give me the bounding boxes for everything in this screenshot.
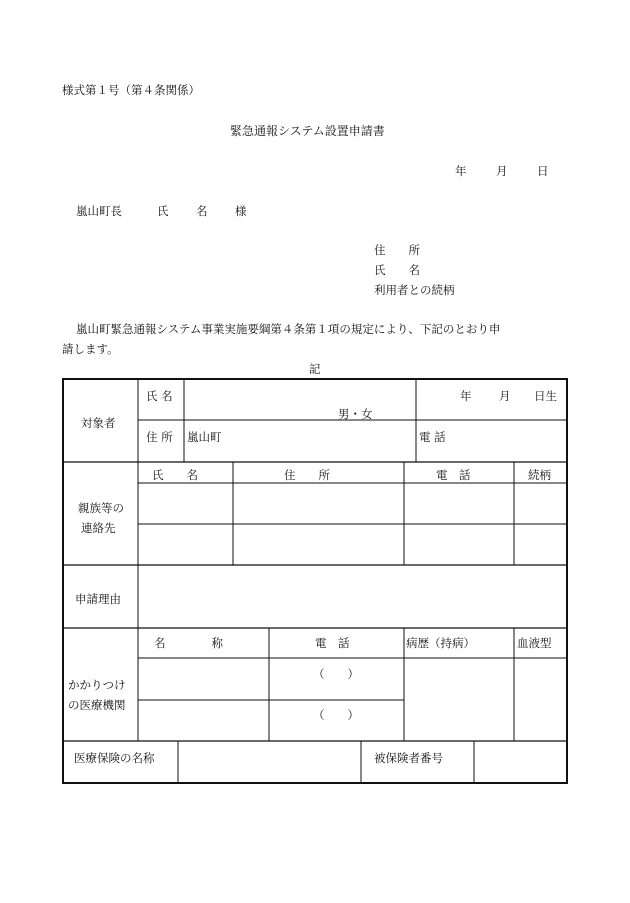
insurance-name-label: 医療保険の名称 [74, 751, 155, 765]
subject-label: 対象者 [81, 416, 116, 430]
record-mark: 記 [309, 362, 321, 376]
relatives-label-line1: 親族等の [78, 501, 124, 515]
relatives-col-address: 住 所 [284, 468, 330, 482]
form-number: 様式第１号（第４条関係） [62, 83, 200, 97]
statement-line1: 嵐山町緊急通報システム事業実施要綱第４条第１項の規定により、下記のとおり申 [76, 322, 501, 336]
subject-gender: 男・女 [338, 407, 373, 421]
applicant-name-label: 氏 名 [374, 263, 420, 277]
table-grid-lines [62, 378, 568, 784]
subject-name-label: 氏 名 [146, 389, 173, 403]
document-title: 緊急通報システム設置申請書 [230, 124, 385, 138]
date-month: 月 [496, 164, 508, 178]
applicant-relation-label: 利用者との続柄 [374, 283, 455, 297]
subject-birth-year: 年 [460, 389, 472, 403]
relatives-col-phone: 電 話 [436, 468, 471, 482]
clinic-col-history: 病歴（持病） [406, 636, 475, 650]
subject-address-value: 嵐山町 [187, 430, 222, 444]
applicant-address-label: 住 所 [374, 243, 420, 257]
date-day: 日 [537, 164, 549, 178]
addressee-name-label: 氏 [157, 204, 169, 218]
reason-label: 申請理由 [75, 592, 121, 606]
clinic-col-phone: 電 話 [315, 636, 350, 650]
subject-birth-day: 日生 [534, 389, 557, 403]
clinic-col-name: 名 称 [154, 636, 223, 650]
application-table [62, 378, 568, 784]
clinic-phone-paren-2: （ ） [313, 708, 359, 722]
insured-number-label: 被保険者番号 [374, 751, 443, 765]
relatives-label-line2: 連絡先 [81, 521, 116, 535]
relatives-col-name: 氏 名 [152, 468, 198, 482]
addressee-town: 嵐山町長 [76, 204, 122, 218]
statement-line2: 請します。 [62, 342, 119, 356]
clinic-col-blood: 血液型 [517, 636, 552, 650]
subject-birth-month: 月 [499, 389, 511, 403]
clinic-label-line1: かかりつけ [68, 678, 126, 692]
addressee-honorific: 様 [235, 204, 247, 218]
subject-phone-label: 電 話 [419, 430, 446, 444]
relatives-col-relation: 続柄 [528, 468, 551, 482]
date-year: 年 [455, 164, 467, 178]
addressee-name-label2: 名 [196, 204, 208, 218]
clinic-phone-paren-1: （ ） [313, 667, 359, 681]
subject-address-label: 住 所 [146, 430, 173, 444]
clinic-label-line2: の医療機関 [68, 698, 126, 712]
